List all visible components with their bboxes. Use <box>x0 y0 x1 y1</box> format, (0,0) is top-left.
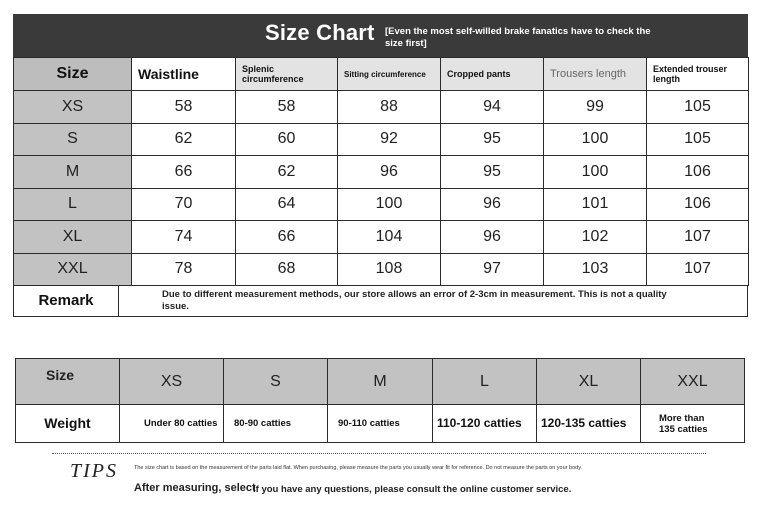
size-cell: XS <box>14 91 132 124</box>
table-row <box>14 91 749 124</box>
weight-size-cell: XXL <box>641 359 745 405</box>
weight-size-cell: XS <box>120 359 224 405</box>
weight-size-cell: S <box>224 359 328 405</box>
table-cell: 100 <box>544 156 647 189</box>
column-header-waistline: Waistline <box>132 58 236 91</box>
weight-cell: 120-135 catties <box>537 405 641 443</box>
weight-table <box>15 358 745 443</box>
table-cell: 97 <box>441 253 544 286</box>
column-header-splenic: Splenic circumference <box>236 58 338 91</box>
column-header-trousers-length: Trousers length <box>544 58 647 91</box>
table-row <box>14 221 749 254</box>
table-row <box>14 253 749 286</box>
table-cell: 100 <box>544 123 647 156</box>
table-cell: 101 <box>544 188 647 221</box>
weight-cell: 80-90 catties <box>224 405 328 443</box>
size-chart-table <box>13 57 749 286</box>
table-cell: 66 <box>236 221 338 254</box>
table-cell: 108 <box>338 253 441 286</box>
table-cell: 107 <box>647 253 749 286</box>
table-row <box>14 123 749 156</box>
table-cell: 58 <box>132 91 236 124</box>
table-cell: 96 <box>338 156 441 189</box>
tips-after-measuring: After measuring, select <box>134 482 256 494</box>
table-cell: 99 <box>544 91 647 124</box>
table-cell: 74 <box>132 221 236 254</box>
table-cell: 58 <box>236 91 338 124</box>
table-cell: 105 <box>647 123 749 156</box>
table-cell: 62 <box>132 123 236 156</box>
table-cell: 64 <box>236 188 338 221</box>
table-cell: 92 <box>338 123 441 156</box>
table-cell: 103 <box>544 253 647 286</box>
table-cell: 78 <box>132 253 236 286</box>
tips-consult-text: If you have any questions, please consult the online customer service. <box>253 484 572 495</box>
size-cell: XL <box>14 221 132 254</box>
table-cell: 95 <box>441 123 544 156</box>
size-cell: M <box>14 156 132 189</box>
size-chart-title: Size Chart <box>265 20 375 45</box>
column-header-size: Size <box>14 58 132 91</box>
size-chart-subtitle: [Even the most self-willed brake fanatics have to check the size first] <box>385 26 651 49</box>
table-cell: 104 <box>338 221 441 254</box>
table-cell: 60 <box>236 123 338 156</box>
weight-size-row <box>16 359 745 405</box>
weight-cell: 90-110 catties <box>328 405 433 443</box>
table-cell: 107 <box>647 221 749 254</box>
tips-fine-print: The size chart is based on the measurement of the parts laid flat. When purchasing, please measure the parts you usually wear fit for reference. Do not measure the parts on your body. <box>134 465 583 471</box>
size-chart-header <box>13 14 748 57</box>
table-cell: 105 <box>647 91 749 124</box>
tips-divider <box>52 453 706 454</box>
size-cell: S <box>14 123 132 156</box>
table-cell: 68 <box>236 253 338 286</box>
table-cell: 102 <box>544 221 647 254</box>
table-cell: 106 <box>647 188 749 221</box>
column-header-sitting: Sitting circumference <box>338 58 441 91</box>
table-cell: 94 <box>441 91 544 124</box>
table-cell: 88 <box>338 91 441 124</box>
table-cell: 96 <box>441 188 544 221</box>
table-cell: 70 <box>132 188 236 221</box>
size-cell: L <box>14 188 132 221</box>
weight-value-row <box>16 405 745 443</box>
weight-cell: 110-120 catties <box>433 405 537 443</box>
table-cell: 95 <box>441 156 544 189</box>
tips-heading: TIPS <box>70 460 118 482</box>
weight-label: Weight <box>16 405 120 443</box>
weight-size-cell: M <box>328 359 433 405</box>
remark-label: Remark <box>14 285 119 316</box>
table-row <box>14 156 749 189</box>
table-cell: 62 <box>236 156 338 189</box>
table-row <box>14 188 749 221</box>
weight-cell: Under 80 catties <box>120 405 224 443</box>
remark-row <box>13 285 748 317</box>
column-header-extended-length: Extended trouser length <box>647 58 749 91</box>
weight-size-cell: L <box>433 359 537 405</box>
weight-size-cell: XL <box>537 359 641 405</box>
table-cell: 100 <box>338 188 441 221</box>
table-cell: 96 <box>441 221 544 254</box>
remark-text: Due to different measurement methods, our store allows an error of 2-3cm in measurement. This is not a quality issue. <box>162 289 667 312</box>
weight-size-label: Size <box>16 359 120 405</box>
table-cell: 66 <box>132 156 236 189</box>
column-header-cropped: Cropped pants <box>441 58 544 91</box>
table-cell: 106 <box>647 156 749 189</box>
weight-cell: More than 135 catties <box>641 405 745 443</box>
size-chart-header-row <box>14 58 749 91</box>
size-cell: XXL <box>14 253 132 286</box>
